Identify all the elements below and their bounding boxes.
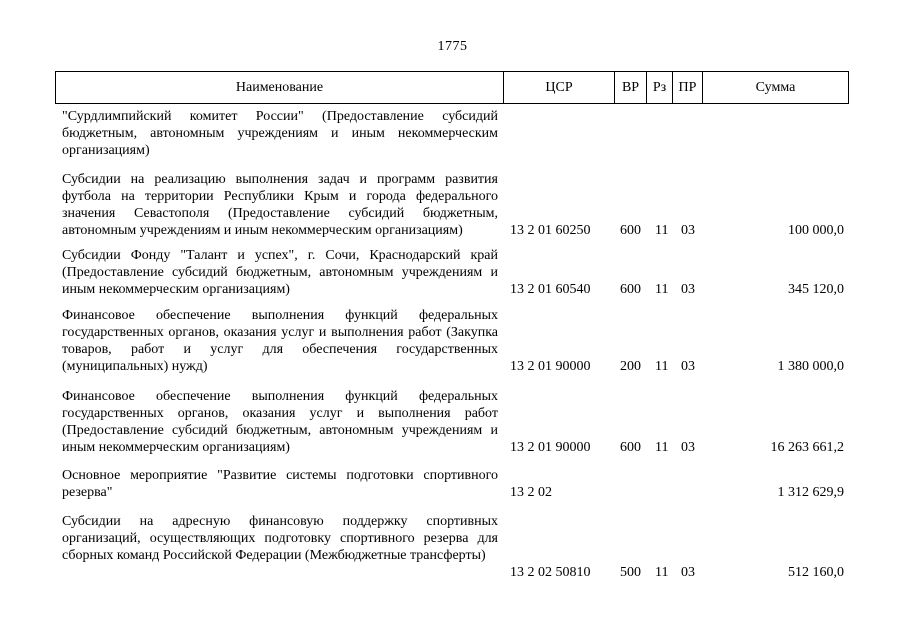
row-csr: 13 2 02 (510, 485, 552, 500)
row-pr: 03 (681, 359, 695, 374)
row-vr: 500 (620, 565, 641, 580)
row-vr: 600 (620, 440, 641, 455)
row-pr: 03 (681, 440, 695, 455)
row-rz: 11 (655, 440, 669, 455)
row-name: Финансовое обеспечение выполнения функций федеральных государственных органов, оказания услуг и выполнения работ (Закупка товаров, работ и услуг для обеспечения государственных (муниципальных) нужд) (62, 308, 498, 374)
row-csr: 13 2 01 60250 (510, 223, 591, 238)
row-name: Субсидии на адресную финансовую поддержку спортивных организаций, осуществляющих подготовку спортивного резерва для сборных команд Российской Федерации (Межбюджетные трансферты) (62, 514, 498, 563)
header-sum: Сумма (702, 72, 848, 103)
row-sum: 1 312 629,9 (777, 485, 844, 500)
row-name: Основное мероприятие "Развитие системы подготовки спортивного резерва" (62, 468, 498, 500)
row-vr: 600 (620, 282, 641, 297)
row-pr: 03 (681, 282, 695, 297)
row-rz: 11 (655, 359, 669, 374)
row-name: Финансовое обеспечение выполнения функций федеральных государственных органов, оказания услуг и выполнения работ (Предоставление субсидий бюджетным, автономным учреждениям и иным некоммерческим организациям) (62, 389, 498, 455)
row-csr: 13 2 01 60540 (510, 282, 591, 297)
row-rz: 11 (655, 282, 669, 297)
row-csr: 13 2 01 90000 (510, 359, 591, 374)
row-name: Субсидии на реализацию выполнения задач и программ развития футбола на территории Республики Крым и города федерального значения Севастополя (Предоставление субсидий бюджетным, автономным учреждениям и иным некоммерческим организациям) (62, 172, 498, 238)
row-rz: 11 (655, 223, 669, 238)
row-csr: 13 2 01 90000 (510, 440, 591, 455)
row-rz: 11 (655, 565, 669, 580)
header-csr: ЦСР (503, 72, 614, 103)
header-rz: Рз (646, 72, 672, 103)
row-sum: 512 160,0 (788, 565, 844, 580)
row-sum: 345 120,0 (788, 282, 844, 297)
row-pr: 03 (681, 223, 695, 238)
row-name: Субсидии Фонду "Талант и успех", г. Сочи, Краснодарский край (Предоставление субсидий бюджетным, автономным учреждениям и иным некоммерческим организациям) (62, 248, 498, 297)
row-sum: 100 000,0 (788, 223, 844, 238)
row-vr: 600 (620, 223, 641, 238)
row-pr: 03 (681, 565, 695, 580)
page-number: 1775 (437, 39, 468, 54)
header-pr: ПР (672, 72, 702, 103)
row-sum: 1 380 000,0 (777, 359, 844, 374)
table-header (55, 71, 849, 104)
row-vr: 200 (620, 359, 641, 374)
header-name: Наименование (235, 79, 324, 95)
row-name: "Сурдлимпийский комитет России" (Предоставление субсидий бюджетным, автономным учреждениям и иным некоммерческим организациям) (62, 109, 498, 158)
header-vr: ВР (614, 72, 646, 103)
row-csr: 13 2 02 50810 (510, 565, 591, 580)
row-sum: 16 263 661,2 (770, 440, 844, 455)
